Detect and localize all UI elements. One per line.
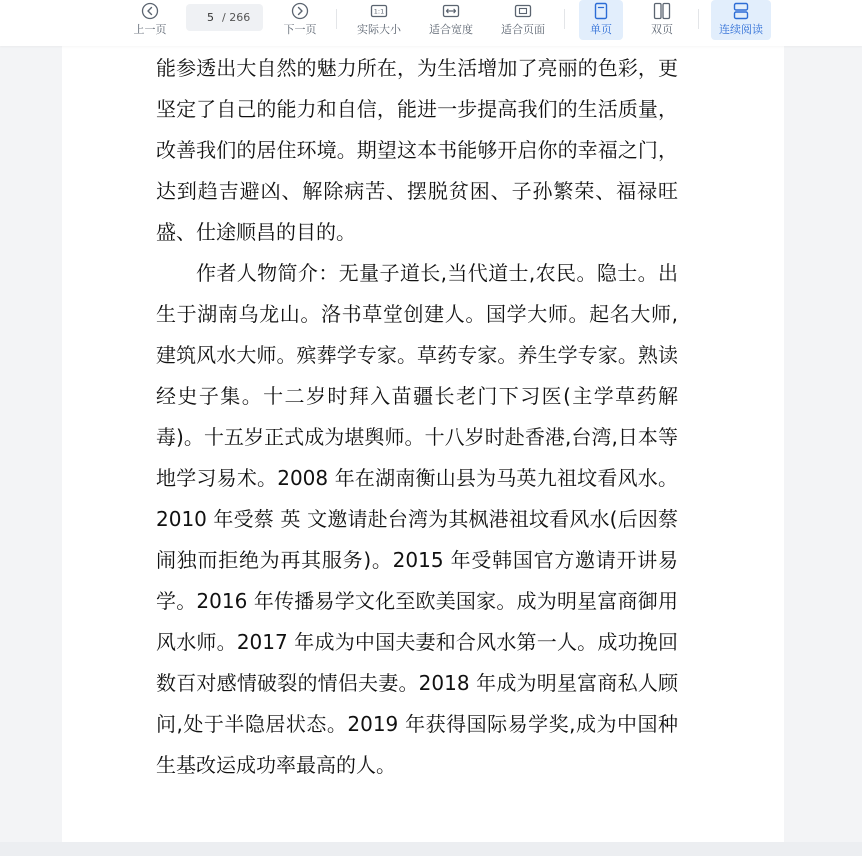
double-page-icon bbox=[652, 1, 672, 21]
document-page bbox=[62, 0, 784, 842]
toolbar-divider bbox=[564, 9, 565, 29]
fit-page-label: 适合页面 bbox=[501, 23, 545, 36]
prev-page-label: 上一页 bbox=[133, 23, 167, 36]
fit-width-button[interactable] bbox=[424, 0, 478, 40]
horizontal-scrollbar[interactable] bbox=[0, 842, 862, 856]
fit-width-label: 适合宽度 bbox=[429, 23, 473, 36]
continuous-reading-button[interactable] bbox=[711, 0, 771, 40]
toolbar-divider bbox=[336, 9, 337, 29]
paragraph: 能参透出大自然的魅力所在，为生活增加了亮丽的色彩，更坚定了自己的能力和自信，能进一步提高我们的生活质量，改善我们的居住环境。期望这本书能够开启你的幸福之门，达到趋吉避凶、解除病苦、摆脱贫困、子孙繁荣、福禄旺盛、仕途顺昌的目的。 bbox=[156, 56, 678, 244]
single-page-icon bbox=[591, 1, 611, 21]
next-page-button[interactable] bbox=[280, 0, 320, 40]
actual-size-icon bbox=[369, 1, 389, 21]
actual-size-button[interactable] bbox=[352, 0, 406, 40]
fit-page-button[interactable] bbox=[496, 0, 550, 40]
prev-page-button[interactable] bbox=[130, 0, 170, 40]
svg-text:1:1: 1:1 bbox=[373, 7, 385, 16]
single-page-label: 单页 bbox=[590, 23, 612, 36]
actual-size-label: 实际大小 bbox=[357, 23, 401, 36]
double-page-label: 双页 bbox=[651, 23, 673, 36]
total-pages: / 266 bbox=[222, 11, 251, 24]
current-page-input[interactable]: 5 bbox=[207, 11, 214, 24]
continuous-scroll-icon bbox=[731, 1, 751, 21]
chevron-right-circle-icon bbox=[290, 1, 310, 21]
continuous-reading-label: 连续阅读 bbox=[719, 23, 763, 36]
single-page-button[interactable] bbox=[579, 0, 623, 40]
toolbar bbox=[0, 0, 862, 46]
chevron-left-circle-icon bbox=[140, 1, 160, 21]
page-number-box[interactable] bbox=[186, 4, 263, 31]
page-text bbox=[156, 48, 678, 786]
next-page-label: 下一页 bbox=[283, 23, 317, 36]
author-bio-paragraph: 作者人物简介：无量子道长,当代道士,农民。隐士。出生于湖南乌龙山。洛书草堂创建人。国学大师。起名大师,建筑风水大师。殡葬学专家。草药专家。养生学专家。熟读经史子集。十二岁时拜入苗疆长老门下习医(主学草药解毒)。十五岁正式成为堪舆师。十八岁时赴香港,台湾,日本等地学习易术。2008 年在湖南衡山县为马英九祖坟看风水。2010 年受蔡 英 文邀请赴台湾为其枫港祖坟看风水(后因蔡闹独而拒绝为再其服务)。2015 年受韩国官方邀请开讲易学。2016 年传播易学文化至欧美国家。成为明星富商御用风水师。2017 年成为中国夫妻和合风水第一人。成功挽回数百对感情破裂的情侣夫妻。2018 年成为明星富商私人顾问,处于半隐居状态。2019 年获得国际易学奖,成为中国种生基改运成功率最高的人。 bbox=[156, 261, 678, 777]
double-page-button[interactable] bbox=[640, 0, 684, 40]
toolbar-divider bbox=[698, 9, 699, 29]
fit-width-icon bbox=[441, 1, 461, 21]
fit-page-icon bbox=[513, 1, 533, 21]
